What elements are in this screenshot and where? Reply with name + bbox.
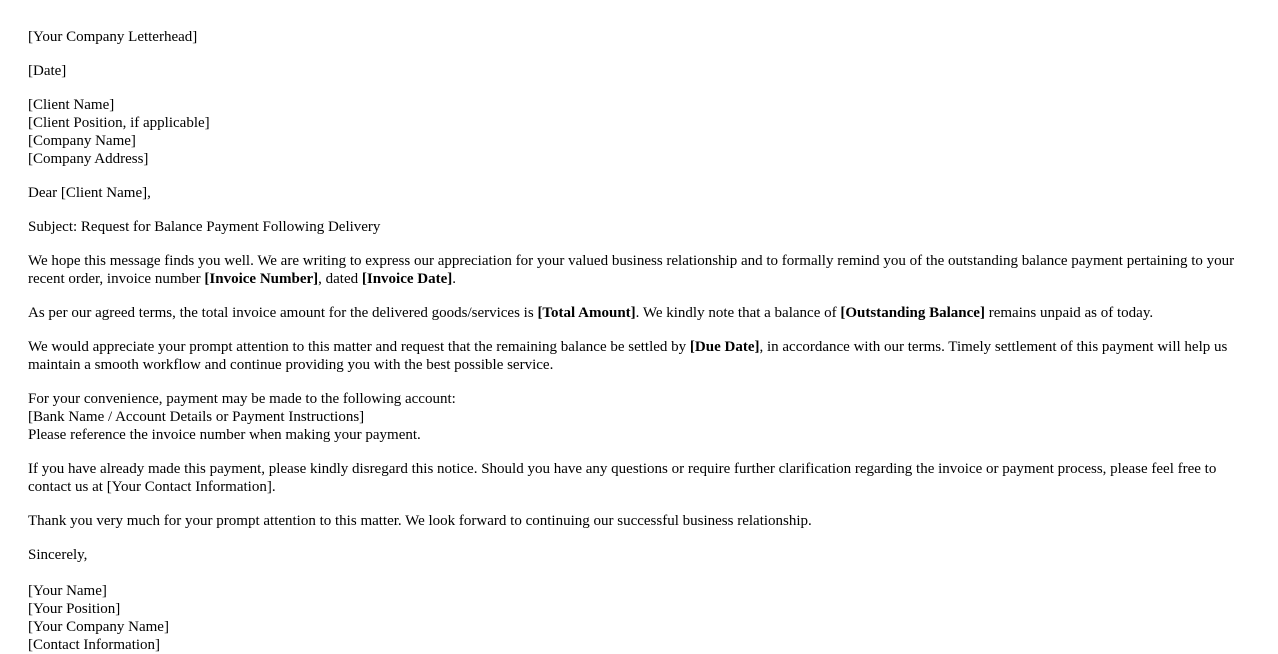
due-date: [Due Date] [689,339,760,355]
paragraph-intro-text-a: We hope this message finds you well. We are writing to express our appreciation for your valued business relationship and to formally remind you of the outstanding balance payment pertaining to your recent order, invoice number [28,253,1235,287]
letterhead-text: [Your Company Letterhead] [28,29,198,45]
recipient-block [28,96,1238,168]
paragraph-intro-text-c: . [452,271,457,287]
total-amount: [Total Amount] [537,305,636,321]
signature-company: [Your Company Name] [28,619,169,635]
closing: Sincerely, [28,547,88,563]
letter-date [28,62,1238,80]
payment-block [28,390,1238,444]
recipient-address: [Company Address] [28,151,149,167]
signature-contact: [Contact Information] [28,637,161,653]
paragraph-terms [28,304,1238,322]
paragraph-request-text-a: We would appreciate your prompt attention to this matter and request that the remaining balance be settled by [28,339,690,355]
subject-line: Subject: Request for Balance Payment Following Delivery [28,219,381,235]
paragraph-request-text-b: , in accordance with our terms. Timely settlement of this payment will help us maintain a smooth workflow and continue providing you with the best possible service. [28,339,1228,373]
date-text: [Date] [28,63,67,79]
outstanding-balance: [Outstanding Balance] [840,305,985,321]
letter-body [28,28,1238,654]
paragraph-terms-text-a: As per our agreed terms, the total invoice amount for the delivered goods/services is [28,305,538,321]
paragraph-intro-text-b: , dated [318,271,362,287]
paragraph-disregard: If you have already made this payment, please kindly disregard this notice. Should you have any questions or require further clarification regarding the invoice or payment process, please feel free to contact us at [Your Contact Information]. [28,461,1217,495]
paragraph-thanks: Thank you very much for your prompt attention to this matter. We look forward to continuing our successful business relationship. [28,513,812,529]
payment-details: [Bank Name / Account Details or Payment Instructions] [28,409,365,425]
signature-name: [Your Name] [28,583,107,599]
paragraph-terms-text-b: . We kindly note that a balance of [635,305,841,321]
paragraph-request [28,338,1238,374]
salutation: Dear [Client Name], [28,185,151,201]
payment-intro: For your convenience, payment may be made to the following account: [28,391,456,407]
letterhead [28,28,1238,46]
signature-position: [Your Position] [28,601,121,617]
paragraph-intro [28,252,1238,288]
signature-block [28,582,1238,654]
invoice-date: [Invoice Date] [361,271,453,287]
invoice-number: [Invoice Number] [204,271,319,287]
recipient-position: [Client Position, if applicable] [28,115,210,131]
recipient-name: [Client Name] [28,97,115,113]
recipient-company: [Company Name] [28,133,136,149]
paragraph-terms-text-c: remains unpaid as of today. [984,305,1154,321]
payment-reference: Please reference the invoice number when making your payment. [28,427,421,443]
